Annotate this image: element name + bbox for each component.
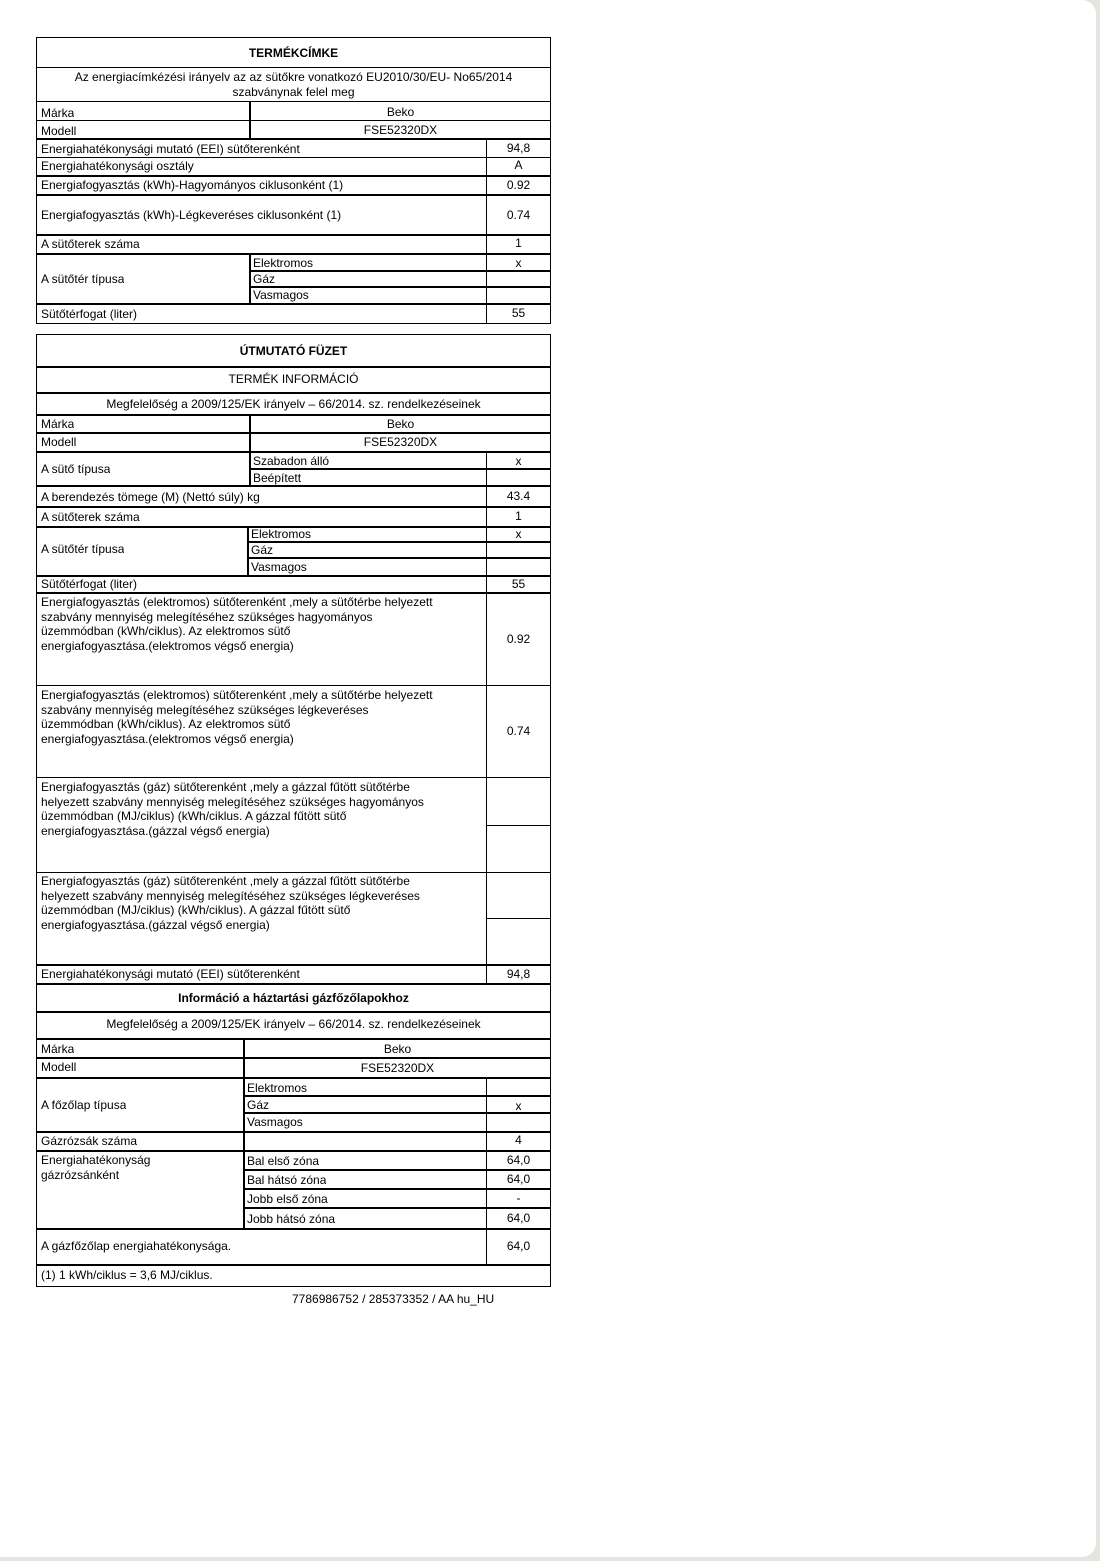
hob-model-label: Modell	[41, 1060, 77, 1074]
gas-conventional-desc-line4: energiafogyasztása.(gázzal végső energia)	[41, 824, 270, 838]
cavities-label: A sütőterek száma	[41, 237, 140, 251]
hob-brand-value: Beko	[383, 1042, 412, 1056]
volume-value: 55	[511, 306, 526, 320]
gas-fan-desc-line2: helyezett szabvány mennyiség melegítéséhez szükséges légkeveréses	[41, 889, 420, 903]
guide-title: ÚTMUTATÓ FÜZET	[239, 344, 348, 358]
guide-cavity-type-electric: Elektromos	[251, 527, 312, 541]
electric-conventional-desc-line1: Energiafogyasztás (elektromos) sütőterenként ,mely a sütőtérbe helyezett	[41, 595, 433, 609]
electric-fan-desc-line1: Energiafogyasztás (elektromos) sütőterenként ,mely a sütőtérbe helyezett	[41, 688, 433, 702]
hob-model-value: FSE52320DX	[360, 1061, 435, 1075]
product-label-table	[36, 37, 551, 324]
hob-type-label: A főzőlap típusa	[41, 1098, 127, 1112]
hob-efficiency-label: A gázfőzőlap energiahatékonysága.	[41, 1239, 232, 1253]
oven-type-freestanding: Szabadon álló	[253, 454, 330, 468]
electric-fan-desc-line2: szabvány mennyiség melegítéséhez szükséges légkeveréses	[41, 703, 369, 717]
fan-consumption-label: Energiafogyasztás (kWh)-Légkeveréses ciklusonként (1)	[41, 208, 342, 222]
zone-rear-right-value: 64,0	[506, 1211, 531, 1225]
guide-cavity-type-label: A sütőtér típusa	[41, 542, 125, 556]
label-title: TERMÉKCÍMKE	[248, 46, 339, 60]
electric-conventional-value: 0.92	[506, 632, 531, 646]
cavity-type-electric-mark: x	[515, 256, 522, 270]
hob-brand-label: Márka	[41, 1042, 75, 1056]
hob-type-mixed: Vasmagos	[247, 1115, 303, 1129]
eei-label: Energiahatékonysági mutató (EEI) sütőterenként	[41, 142, 300, 156]
zone-rear-right-label: Jobb hátsó zóna	[247, 1212, 336, 1226]
guide-cavities-label: A sütőterek száma	[41, 510, 140, 524]
hob-title: Információ a háztartási gázfőzőlapokhoz	[178, 991, 409, 1005]
gas-fan-desc-line3: üzemmódban (MJ/ciklus) (kWh/ciklus). A gázzal fűtött sütő	[41, 903, 351, 917]
mass-label: A berendezés tömege (M) (Nettó súly) kg	[41, 490, 260, 504]
electric-conventional-desc-line3: üzemmódban (kWh/ciklus). Az elektromos sütő	[41, 624, 291, 638]
guide-eei-value: 94,8	[506, 967, 531, 981]
conventional-consumption-value: 0.92	[506, 178, 531, 192]
burner-efficiency-label-line1: Energiahatékonyság	[41, 1153, 151, 1167]
oven-type-label: A sütő típusa	[41, 462, 111, 476]
fan-consumption-value: 0.74	[506, 208, 531, 222]
brand-value: Beko	[386, 105, 415, 119]
guide-eei-label: Energiahatékonysági mutató (EEI) sütőterenként	[41, 967, 300, 981]
guide-regulation: Megfelelőség a 2009/125/EK irányelv – 66/2014. sz. rendelkezéseinek	[106, 397, 481, 411]
cavity-type-mixed: Vasmagos	[253, 288, 309, 302]
zone-rear-left-value: 64,0	[506, 1172, 531, 1186]
guide-subtitle: TERMÉK INFORMÁCIÓ	[228, 372, 359, 386]
guide-cavity-type-gas: Gáz	[251, 543, 274, 557]
guide-brand-value: Beko	[386, 417, 415, 431]
zone-front-right-value: -	[516, 1191, 521, 1205]
footnote: (1) 1 kWh/ciklus = 3,6 MJ/ciklus.	[41, 1268, 213, 1282]
hob-type-gas-mark: x	[515, 1099, 522, 1113]
electric-fan-desc-line3: üzemmódban (kWh/ciklus). Az elektromos sütő	[41, 717, 291, 731]
guide-cavities-value: 1	[515, 509, 522, 523]
electric-conventional-desc-line4: energiafogyasztása.(elektromos végső energia)	[41, 639, 294, 653]
brand-label: Márka	[41, 106, 75, 120]
hob-type-electric: Elektromos	[247, 1081, 308, 1095]
cavity-type-label: A sütőtér típusa	[41, 272, 125, 286]
burners-value: 4	[515, 1133, 522, 1147]
mass-value: 43.4	[506, 489, 531, 503]
guide-model-label: Modell	[41, 435, 77, 449]
oven-type-freestanding-mark: x	[515, 454, 522, 468]
zone-front-right-label: Jobb első zóna	[247, 1192, 328, 1206]
model-label: Modell	[41, 124, 77, 138]
burner-efficiency-label-line2: gázrózsánként	[41, 1168, 120, 1182]
electric-conventional-desc-line2: szabvány mennyiség melegítéséhez szükséges hagyományos	[41, 610, 373, 624]
hob-efficiency-value: 64,0	[506, 1239, 531, 1253]
gas-fan-desc-line4: energiafogyasztása.(gázzal végső energia)	[41, 918, 270, 932]
energy-class-value: A	[514, 158, 523, 172]
gas-conventional-desc-line2: helyezett szabvány mennyiség melegítéséhez szükséges hagyományos	[41, 795, 424, 809]
guide-cavity-type-electric-mark: x	[515, 527, 522, 541]
gas-conventional-desc-line1: Energiafogyasztás (gáz) sütőterenként ,mely a gázzal fűtött sütőtérbe	[41, 780, 410, 794]
cavity-type-gas: Gáz	[253, 272, 276, 286]
oven-type-builtin: Beépített	[253, 471, 302, 485]
guide-model-value: FSE52320DX	[363, 435, 438, 449]
hob-type-gas: Gáz	[247, 1098, 270, 1112]
zone-front-left-value: 64,0	[506, 1153, 531, 1167]
guide-cavity-type-mixed: Vasmagos	[251, 560, 307, 574]
zone-front-left-label: Bal első zóna	[247, 1154, 320, 1168]
volume-label: Sütőtérfogat (liter)	[41, 307, 138, 321]
guide-brand-label: Márka	[41, 417, 75, 431]
electric-fan-value: 0.74	[506, 724, 531, 738]
product-information-table	[36, 334, 551, 1287]
label-subtitle-line1: Az energiacímkézési irányelv az az sütőkre vonatkozó EU2010/30/EU- No65/2014	[74, 70, 513, 84]
electric-fan-desc-line4: energiafogyasztása.(elektromos végső energia)	[41, 732, 294, 746]
guide-volume-value: 55	[511, 577, 526, 591]
gas-fan-desc-line1: Energiafogyasztás (gáz) sütőterenként ,mely a gázzal fűtött sütőtérbe	[41, 874, 410, 888]
label-subtitle-line2: szabványnak felel meg	[232, 85, 355, 99]
gas-conventional-desc-line3: üzemmódban (MJ/ciklus) (kWh/ciklus. A gázzal fűtött sütő	[41, 809, 347, 823]
cavity-type-electric: Elektromos	[253, 256, 314, 270]
guide-volume-label: Sütőtérfogat (liter)	[41, 577, 138, 591]
conventional-consumption-label: Energiafogyasztás (kWh)-Hagyományos ciklusonként (1)	[41, 178, 344, 192]
eei-value: 94,8	[506, 141, 531, 155]
hob-regulation: Megfelelőség a 2009/125/EK irányelv – 66/2014. sz. rendelkezéseinek	[106, 1017, 481, 1031]
zone-rear-left-label: Bal hátsó zóna	[247, 1173, 327, 1187]
document-footer-code: 7786986752 / 285373352 / AA hu_HU	[292, 1292, 495, 1306]
energy-class-label: Energiahatékonysági osztály	[41, 159, 194, 173]
burners-label: Gázrózsák száma	[41, 1134, 138, 1148]
model-value: FSE52320DX	[363, 123, 438, 137]
cavities-value: 1	[515, 236, 522, 250]
